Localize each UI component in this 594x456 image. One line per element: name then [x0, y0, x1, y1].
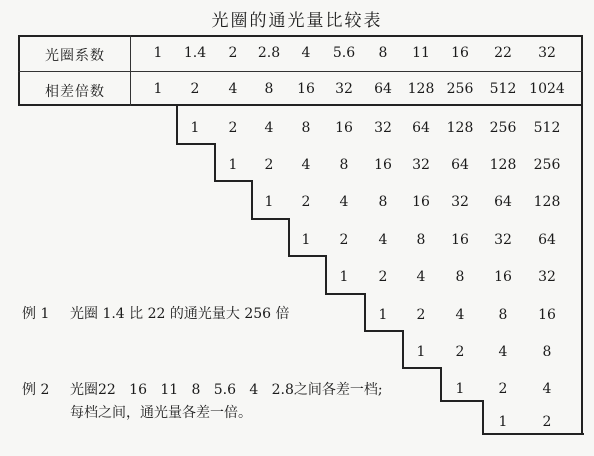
- stair-cell: 1: [301, 232, 311, 248]
- stair-cell: 128: [489, 157, 517, 173]
- stair-cell: 32: [494, 232, 512, 248]
- stair-cell: 4: [339, 194, 349, 210]
- ratio-cell: 16: [297, 81, 315, 97]
- stair-cell: 2: [455, 344, 465, 360]
- example-2-line-2: 每档之间，通光量各差一倍。: [70, 405, 252, 421]
- stair-cell: 256: [533, 157, 561, 173]
- stair-cell: 32: [451, 194, 469, 210]
- staircase-border: [176, 143, 216, 145]
- ratio-cell: 4: [228, 81, 238, 97]
- stair-cell: 8: [378, 194, 388, 210]
- ratio-cell: 64: [374, 81, 392, 97]
- staircase-border: [482, 400, 484, 434]
- stair-cell: 4: [542, 381, 552, 397]
- stair-cell: 1: [378, 307, 388, 323]
- staircase-border: [402, 367, 442, 369]
- stair-cell: 1: [264, 194, 274, 210]
- ratio-cell: 256: [446, 81, 474, 97]
- stair-cell: 128: [446, 120, 474, 136]
- f-number-cell: 1: [153, 45, 163, 61]
- stair-cell: 2: [301, 194, 311, 210]
- ratio-cell: 2: [190, 81, 200, 97]
- staircase-border: [364, 293, 366, 331]
- ratio-cell: 128: [407, 81, 435, 97]
- stair-cell: 4: [301, 157, 311, 173]
- stair-cell: 8: [416, 232, 426, 248]
- ratio-cell: 8: [264, 81, 274, 97]
- f-number-cell: 32: [538, 45, 556, 61]
- stair-cell: 4: [264, 120, 274, 136]
- stair-cell: 8: [455, 269, 465, 285]
- f-number-cell: 2: [228, 45, 238, 61]
- ratio-cell: 1: [153, 81, 163, 97]
- stair-cell: 64: [451, 157, 469, 173]
- staircase-border: [440, 367, 442, 401]
- staircase-border: [364, 330, 404, 332]
- staircase-border: [325, 255, 327, 294]
- stair-cell: 64: [494, 194, 512, 210]
- stair-cell: 4: [455, 307, 465, 323]
- staircase-border: [176, 106, 178, 144]
- f-number-cell: 11: [412, 45, 430, 61]
- header-row-divider: [18, 71, 583, 72]
- stair-cell: 1: [190, 120, 200, 136]
- stair-cell: 2: [228, 120, 238, 136]
- stair-cell: 16: [412, 194, 430, 210]
- stair-cell: 2: [378, 269, 388, 285]
- f-number-cell: 16: [451, 45, 469, 61]
- stair-cell: 1: [339, 269, 349, 285]
- staircase-border: [440, 400, 484, 402]
- f-number-cell: 22: [494, 45, 512, 61]
- table-title: 光圈的通光量比较表: [211, 11, 383, 31]
- stair-cell: 2: [339, 232, 349, 248]
- stair-cell: 32: [412, 157, 430, 173]
- staircase-border: [402, 330, 404, 368]
- stair-cell: 16: [538, 307, 556, 323]
- stair-cell: 4: [416, 269, 426, 285]
- stair-cell: 16: [374, 157, 392, 173]
- staircase-border: [251, 218, 290, 220]
- stair-cell: 1: [416, 344, 426, 360]
- example-2-line-1: 光圈22 16 11 8 5.6 4 2.8之间各差一档;: [70, 382, 383, 398]
- stair-cell: 2: [542, 414, 552, 430]
- f-number-row-label: 光圈系数: [45, 48, 105, 64]
- stair-cell: 8: [301, 120, 311, 136]
- ratio-cell: 32: [335, 81, 353, 97]
- stair-cell: 64: [412, 120, 430, 136]
- staircase-border: [251, 180, 253, 219]
- ratio-cell: 1024: [529, 81, 565, 97]
- staircase-border: [214, 180, 253, 182]
- stair-cell: 8: [498, 307, 508, 323]
- stair-cell: 2: [264, 157, 274, 173]
- example-1-text: 光圈 1.4 比 22 的通光量大 256 倍: [70, 306, 290, 322]
- f-number-cell: 2.8: [257, 45, 281, 61]
- f-number-cell: 1.4: [183, 45, 207, 61]
- stair-cell: 4: [498, 344, 508, 360]
- stair-cell: 32: [538, 269, 556, 285]
- ratio-cell: 512: [489, 81, 517, 97]
- stair-cell: 1: [228, 157, 238, 173]
- stair-cell: 64: [538, 232, 556, 248]
- stair-cell: 32: [374, 120, 392, 136]
- stair-cell: 4: [378, 232, 388, 248]
- stair-cell: 1: [455, 381, 465, 397]
- stair-cell: 2: [498, 381, 508, 397]
- stair-cell: 1: [498, 414, 508, 430]
- f-number-cell: 5.6: [332, 45, 356, 61]
- stair-cell: 16: [335, 120, 353, 136]
- stair-cell: 128: [533, 194, 561, 210]
- f-number-cell: 4: [301, 45, 311, 61]
- staircase-border: [581, 106, 583, 435]
- staircase-border: [482, 433, 584, 435]
- f-number-cell: 8: [378, 45, 388, 61]
- example-2-label: 例 2: [22, 382, 50, 398]
- stair-cell: 512: [533, 120, 561, 136]
- staircase-border: [214, 143, 216, 181]
- stair-cell: 256: [489, 120, 517, 136]
- stair-cell: 2: [416, 307, 426, 323]
- stair-cell: 8: [339, 157, 349, 173]
- ratio-row-label: 相差倍数: [45, 84, 105, 100]
- staircase-border: [288, 218, 290, 256]
- stair-cell: 16: [494, 269, 512, 285]
- example-1-label: 例 1: [22, 306, 50, 322]
- staircase-border: [288, 255, 327, 257]
- stair-cell: 16: [451, 232, 469, 248]
- staircase-border: [325, 293, 366, 295]
- stair-cell: 8: [542, 344, 552, 360]
